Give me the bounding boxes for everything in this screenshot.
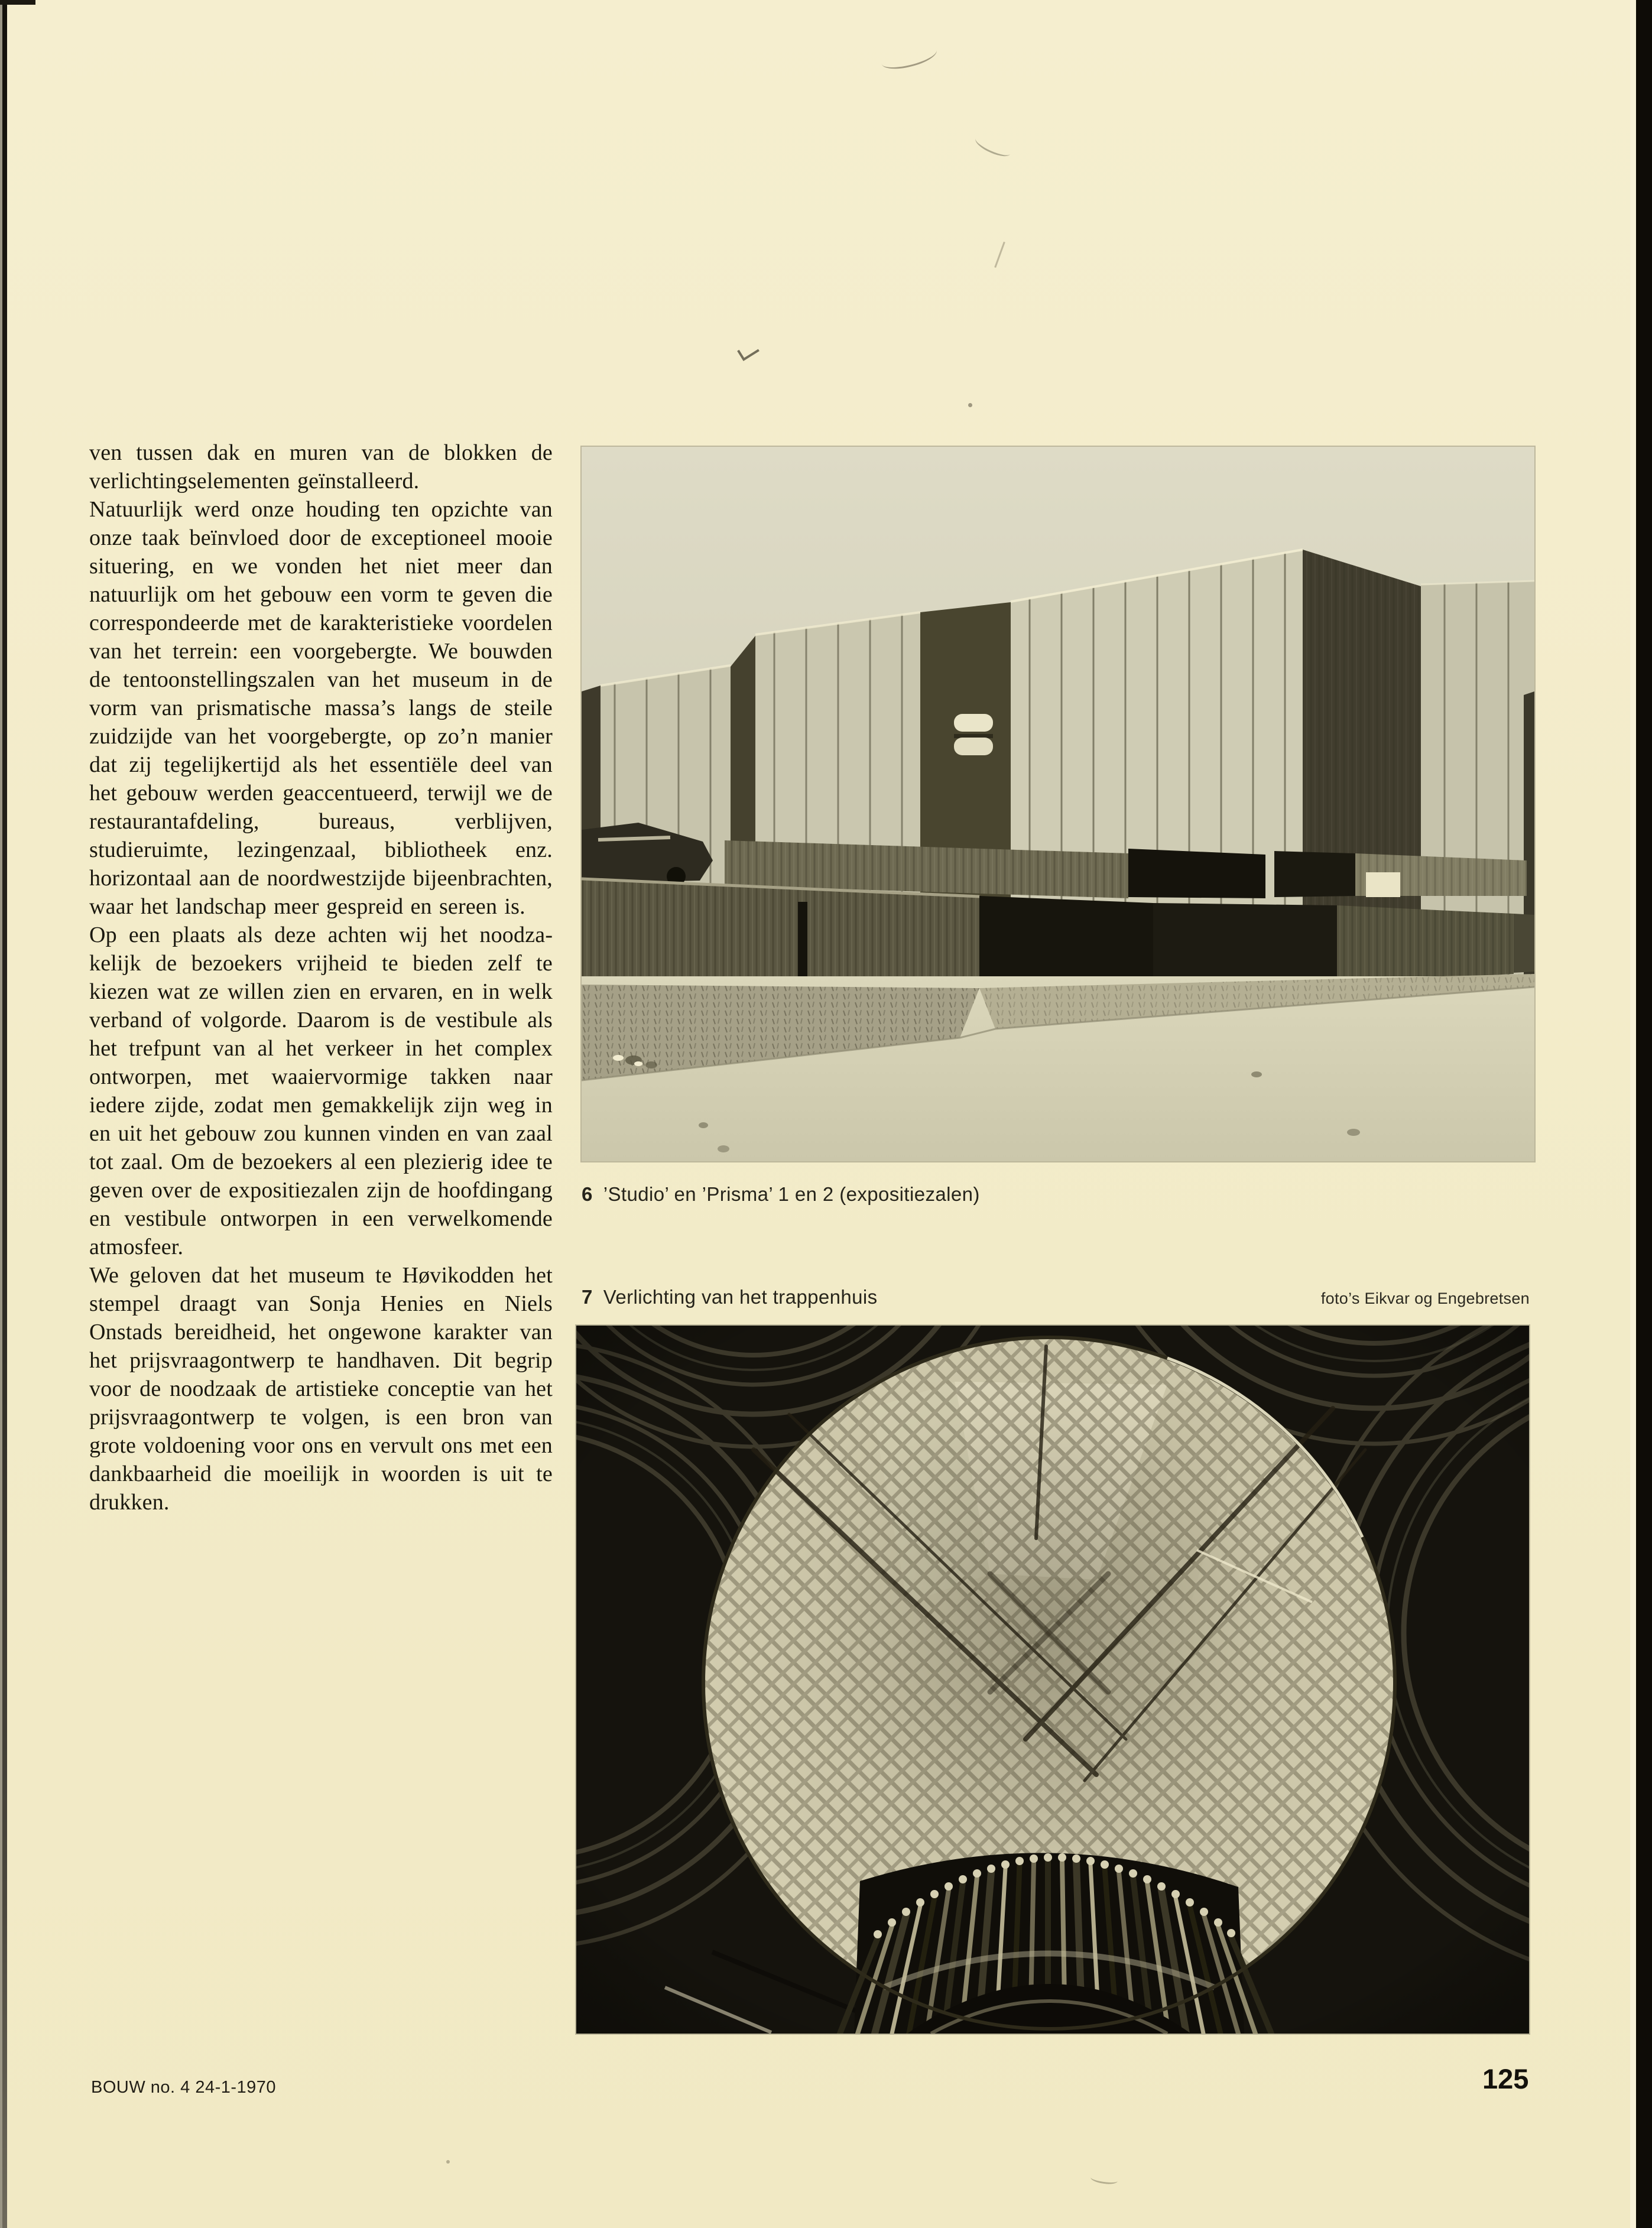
body-paragraph: Natuurlijk werd onze houding ten opzichte van onze taak beïnvloed door de exceptioneel mooie situering, en we vonden het niet meer dan natuurlijk om het gebouw een vorm te geven die correspondeerde met de karakteristieke voordelen van het terrein: een voorgebergte. We bouwden de tentoonstellingszalen van het museum in de vorm van prismatische massa’s langs de steile zuidzijde van het voorgebergte, op zo’n manier dat zij tegelijkertijd als het essentiële deel van het gebouw werden geaccentueerd, terwijl we de restaurantafdeling, bureaus, verblijven, studieruimte, lezingenzaal, bibliotheek enz. horizontaal aan de noordwestzijde bijeenbrachten, waar het landschap meer gespreid en sereen is. <box>89 497 553 919</box>
scan-speck <box>1090 2173 1118 2185</box>
journal-footer: BOUW no. 4 24-1-1970 <box>91 2078 277 2097</box>
body-paragraph: ven tussen dak en muren van de blokken de verlichtingselementen geïnstalleerd. <box>89 440 553 493</box>
figure6-caption <box>582 1183 980 1206</box>
scan-speck <box>994 242 1005 268</box>
stairwell-skylight-illustration <box>576 1326 1529 2034</box>
scan-speck <box>879 41 939 73</box>
stairwell-skylight-photo <box>576 1326 1529 2034</box>
figure6-caption-text: ’Studio’ en ’Prisma’ 1 en 2 (expositiezalen) <box>603 1183 980 1205</box>
figure7-caption <box>582 1286 877 1308</box>
scan-speck <box>737 341 760 361</box>
exhibition-halls-photo <box>582 447 1534 1161</box>
scan-edge-left-dark <box>2 0 7 2228</box>
figure7-caption-text: Verlichting van het trappenhuis <box>603 1286 878 1308</box>
figure6-number: 6 <box>582 1183 593 1205</box>
figure7-caption-row <box>582 1286 1530 1308</box>
photo-credit: foto’s Eikvar og Engebretsen <box>1320 1290 1530 1307</box>
scan-edge-right-dark <box>1636 0 1652 2228</box>
scan-speck <box>973 132 1013 160</box>
scan-edge-right-light <box>1630 0 1636 2228</box>
body-paragraph: We geloven dat het museum te Høvikodden het stempel draagt van Sonja Henies en Niels Onstads bereidheid, het ongewone karakter van het prijsvraagontwerp te handhaven. Dit begrip voor de noodzaak de artistieke conceptie van het prijsvraagontwerp te volgen, is een bron van grote voldoening voor ons en vervult ons met een dankbaarheid die moeilijk in woorden is uit te drukken. <box>89 1263 553 1515</box>
scan-corner-mark <box>0 0 35 5</box>
exhibition-halls-illustration <box>582 447 1534 1161</box>
body-paragraph: Op een plaats als deze achten wij het noodzakelijk de bezoekers vrijheid te bieden zelf te kiezen wat ze willen zien en ervaren, en in welk verband of volgorde. Daarom is de vestibule als het trefpunt van al het verkeer in het complex ontworpen, met waaiervormige takken naar iedere zijde, zodat men gemakkelijk zijn weg in en uit het gebouw zou kunnen vinden en van zaal tot zaal. Om de bezoekers al een plezierig idee te geven over de expositiezalen zijn de hoofdingang en vestibule ontworpen in een verwelkomende atmosfeer. <box>89 923 553 1259</box>
scan-speck <box>446 2160 450 2164</box>
figure7-number: 7 <box>582 1286 593 1308</box>
page-number: 125 <box>1482 2063 1529 2094</box>
scan-speck <box>968 403 972 407</box>
article-text-column <box>89 439 553 1516</box>
